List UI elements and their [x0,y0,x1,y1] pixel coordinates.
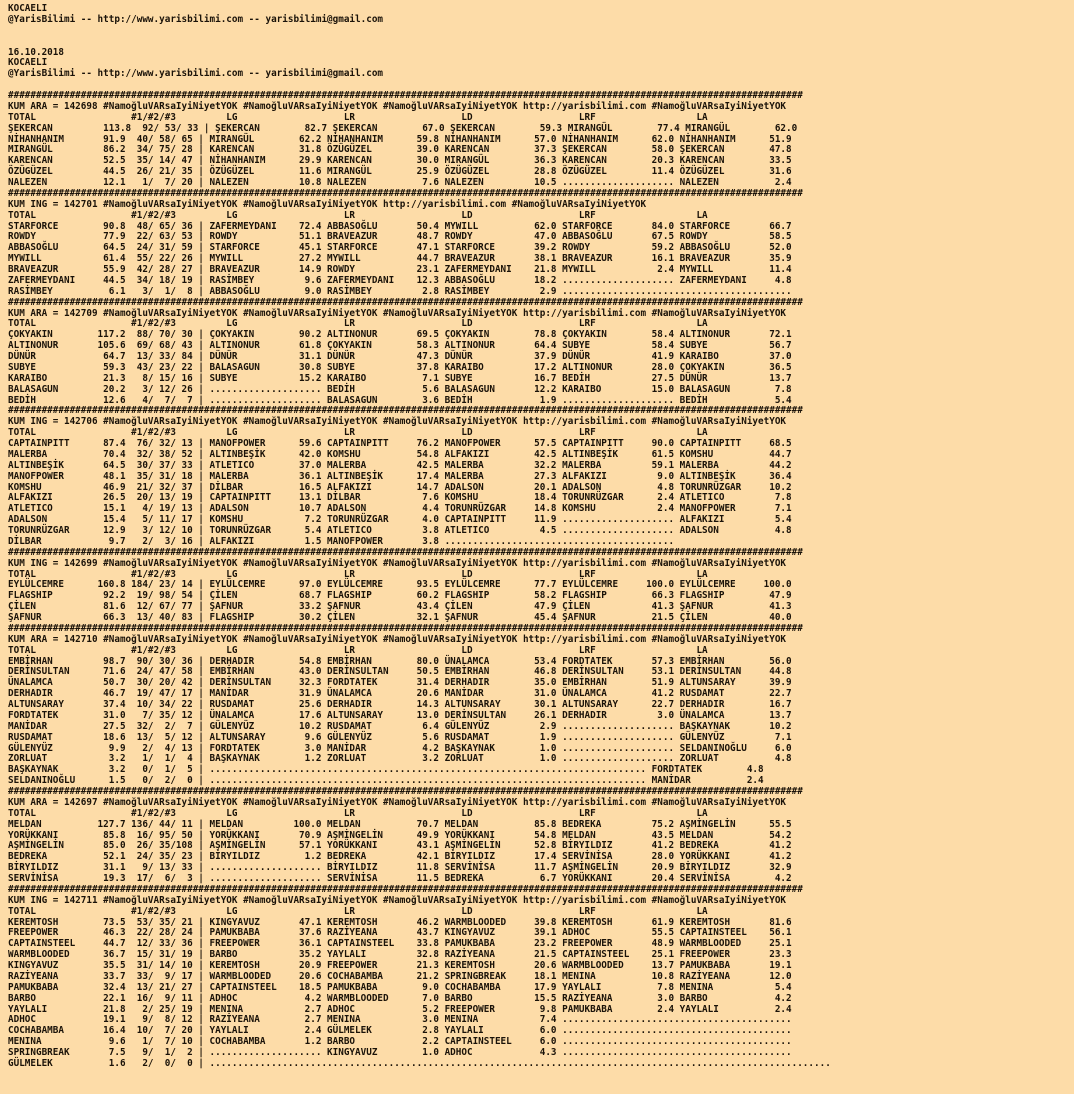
text-line: TOTAL #1/#2/#3 LG LR LD LRF LA [8,111,708,123]
text-line: CAPTAINPITT 87.4 76/ 32/ 13 | MANOFPOWER 59.6 CAPTAINPITT 76.2 MANOFPOWER 57.5 CAPTAINPITT 90.0 CAPTAINPITT 68.5 [8,438,792,449]
text-line: MENINA 9.6 1/ 7/ 10 | COCHABAMBA 1.2 BARBO 2.2 CAPTAINSTEEL 6.0 ......................................... [8,1036,792,1048]
text-line: SPRINGBREAK 7.5 9/ 1/ 2 | .................... KINGYAVUZ 1.0 ADHOC 4.3 ......................................... [8,1047,792,1058]
text-line: ALFAKIZI 26.5 20/ 13/ 19 | CAPTAINPITT 13.1 DİLBAR 7.6 KOMSHU 18.4 TORUNRÜZGAR 2.4 ATLETICO 7.8 [8,492,792,504]
text-line: TOTAL #1/#2/#3 LG LR LD LRF LA [8,209,708,221]
text-line: KARENCAN 52.5 35/ 14/ 47 | NİHANHANIM 29.9 KARENCAN 30.0 MIRANGÜL 36.3 KARENCAN 20.3 KARENCAN 33.5 [8,155,792,167]
text-line: KUM ARA = 142709 #NamoğluVARsaIyiNiyetYOK #NamoğluVARsaIyiNiyetYOK #NamoğluVARsaIyiNiyetYOK http://yarisbilimi.com #NamoğluVARsaIyiNiyetYOK [8,307,787,319]
text-line: ############################################################################################################################################## [8,622,803,634]
text-line: ADALSON 15.4 5/ 11/ 17 | KOMSHU 7.2 TORUNRÜZGAR 4.0 CAPTAINPITT 11.9 .................... ALFAKIZI 5.4 [8,514,792,526]
text-line: ROWDY 77.9 22/ 63/ 53 | ROWDY 51.1 BRAVEAZUR 48.7 ROWDY 47.0 ABBASOĞLU 67.5 ROWDY 58.5 [8,231,792,243]
text-line: MYWILL 61.4 55/ 22/ 26 | MYWILL 27.2 MYWILL 44.7 BRAVEAZUR 38.1 BRAVEAZUR 16.1 BRAVEAZUR 35.9 [8,253,792,265]
text-line: KINGYAVUZ 35.5 31/ 14/ 10 | KEREMTOSH 20.9 FREEPOWER 21.3 KEREMTOSH 20.6 WARMBLOODED 13.7 PAMUKBABA 19.1 [8,960,792,971]
text-line: KUM ARA = 142710 #NamoğluVARsaIyiNiyetYOK #NamoğluVARsaIyiNiyetYOK #NamoğluVARsaIyiNiyetYOK http://yarisbilimi.com #NamoğluVARsaIyiNiyetYOK [8,633,787,645]
text-line: BARBO 22.1 16/ 9/ 11 | ADHOC 4.2 WARMBLOODED 7.0 BARBO 15.5 RAZİYEANA 3.0 BARBO 4.2 [8,992,792,1004]
text-line: KUM ING = 142699 #NamoğluVARsaIyiNiyetYOK #NamoğluVARsaIyiNiyetYOK #NamoğluVARsaIyiNiyetYOK http://yarisbilimi.com #NamoğluVARsaIyiNiyetYOK [8,557,787,569]
text-line: TOTAL #1/#2/#3 LG LR LD LRF LA [8,427,708,439]
text-line: GÜLMELEK 1.6 2/ 0/ 0 | ............................................................................................................... [8,1057,831,1069]
text-line: ÇİLEN 81.6 12/ 67/ 77 | ŞAFNUR 33.2 ŞAFNUR 43.4 ÇİLEN 47.9 ÇİLEN 41.3 ŞAFNUR 41.3 [8,601,792,613]
text-line: KUM ING = 142706 #NamoğluVARsaIyiNiyetYOK #NamoğluVARsaIyiNiyetYOK #NamoğluVARsaIyiNiyetYOK http://yarisbilimi.com #NamoğluVARsaIyiNiyetYOK [8,416,787,428]
text-line: STARFORCE 90.8 48/ 65/ 36 | ZAFERMEYDANI 72.4 ABBASOĞLU 50.4 MYWILL 62.0 STARFORCE 84.0 STARFORCE 66.7 [8,220,792,232]
text-line: DİLBAR 9.7 2/ 3/ 16 | ALFAKIZI 1.5 MANOFPOWER 3.8 ......................................... [8,535,675,547]
text-line: GÜLENYÜZ 9.9 2/ 4/ 13 | FORDTATEK 3.0 MANİDAR 4.2 BAŞKAYNAK 1.0 .................... SELDANINOĞLU 6.0 [8,742,792,754]
text-line: ABBASOĞLU 64.5 24/ 31/ 59 | STARFORCE 45.1 STARFORCE 47.1 STARFORCE 39.2 ROWDY 59.2 ABBASOĞLU 52.0 [8,242,792,254]
text-line: RASİMBEY 6.1 3/ 1/ 8 | ABBASOĞLU 9.0 RASİMBEY 2.8 RASİMBEY 2.9 ......................................... [8,285,792,297]
text-line: BİRYILDIZ 31.1 9/ 13/ 33 | .................... BİRYILDIZ 11.8 SERVİNİSA 11.7 AŞMİNGELİN 20.9 BİRYILDIZ 32.9 [8,862,792,874]
text-line: SERVİNİSA 19.3 17/ 6/ 3 | .................... SERVİNİSA 11.5 BEDREKA 6.7 YORÜKKANI 20.4 SERVİNİSA 4.2 [8,873,792,884]
text-line: EMBİRHAN 98.7 90/ 30/ 36 | DERHADIR 54.8 EMBİRHAN 80.0 ÜNALAMCA 53.4 FORDTATEK 57.3 EMBİRHAN 56.0 [8,655,792,667]
text-line: MALERBA 70.4 32/ 38/ 52 | ALTINBEŞİK 42.0 KOMSHU 54.8 ALFAKIZI 42.5 ALTINBEŞİK 61.5 KOMSHU 44.7 [8,448,792,460]
text-line: BALASAGUN 20.2 3/ 12/ 26 | .................... BEDİH 5.6 BALASAGUN 12.2 KARAIBO 15.0 BALASAGUN 7.8 [8,383,792,395]
text-line: ADHOC 19.1 9/ 8/ 12 | RAZİYEANA 2.7 MENINA 3.0 MENINA 7.4 ......................................... [8,1014,792,1026]
text-line [8,37,1074,48]
text-line: KOCAELI [8,57,48,69]
text-line: ZORLUAT 3.2 1/ 1/ 4 | BAŞKAYNAK 1.2 ZORLUAT 3.2 ZORLUAT 1.0 .................... ZORLUAT 4.8 [8,753,792,765]
text-line: TOTAL #1/#2/#3 LG LR LD LRF LA [8,568,708,580]
text-line: ATLETICO 15.1 4/ 19/ 13 | ADALSON 10.7 ADALSON 4.4 TORUNRÜZGAR 14.8 KOMSHU 2.4 MANOFPOWER 7.1 [8,503,792,515]
text-line: EYLÜLCEMRE 160.8 184/ 23/ 14 | EYLÜLCEMRE 97.0 EYLÜLCEMRE 93.5 EYLÜLCEMRE 77.7 EYLÜLCEMRE 100.0 EYLÜLCEMRE 100.0 [8,579,792,591]
text-line: NİHANHANIM 91.9 40/ 58/ 65 | MIRANGÜL 62.2 NİHANHANIM 59.8 NİHANHANIM 57.0 NİHANHANIM 62.0 NİHANHANIM 51.9 [8,133,792,145]
text-line: RAZİYEANA 33.7 33/ 9/ 17 | WARMBLOODED 20.6 COCHABAMBA 21.2 SPRINGBREAK 18.1 MENINA 10.8 RAZİYEANA 12.0 [8,970,792,982]
text-line: KUM ING = 142711 #NamoğluVARsaIyiNiyetYOK #NamoğluVARsaIyiNiyetYOK #NamoğluVARsaIyiNiyetYOK http://yarisbilimi.com #NamoğluVARsaIyiNiyetYOK [8,894,787,906]
text-line: TOTAL #1/#2/#3 LG LR LD LRF LA [8,807,708,819]
text-line: TOTAL #1/#2/#3 LG LR LD LRF LA [8,644,708,656]
text-line: KARAIBO 21.3 8/ 15/ 16 | SUBYE 15.2 KARAIBO 7.1 SUBYE 16.7 BEDİH 27.5 DÜNÜR 13.7 [8,372,792,384]
text-line: ÖZÜGÜZEL 44.5 26/ 21/ 35 | ÖZÜGÜZEL 11.6 MIRANGÜL 25.9 ÖZÜGÜZEL 28.8 ÖZÜGÜZEL 11.4 ÖZÜGÜZEL 31.6 [8,166,792,178]
text-line [8,26,1074,37]
text-line: CAPTAINSTEEL 44.7 12/ 33/ 36 | FREEPOWER 36.1 CAPTAINSTEEL 33.8 PAMUKBABA 23.2 FREEPOWER 48.9 WARMBLOODED 25.1 [8,938,792,950]
text-line: ############################################################################################################################################## [8,187,803,199]
text-line: TOTAL #1/#2/#3 LG LR LD LRF LA [8,318,708,330]
text-line: FLAGSHIP 92.2 19/ 98/ 54 | ÇİLEN 68.7 FLAGSHIP 60.2 FLAGSHIP 58.2 FLAGSHIP 66.3 FLAGSHIP 47.9 [8,590,792,602]
text-line: KUM ARA = 142697 #NamoğluVARsaIyiNiyetYOK #NamoğluVARsaIyiNiyetYOK #NamoğluVARsaIyiNiyetYOK http://yarisbilimi.com #NamoğluVARsaIyiNiyetYOK [8,796,787,808]
text-line: BEDİH 12.6 4/ 7/ 7 | .................... BALASAGUN 3.6 BEDİH 1.9 .................... BEDİH 5.4 [8,394,792,406]
text-line: ŞEKERCAN 113.8 92/ 53/ 33 | ŞEKERCAN 82.7 ŞEKERCAN 67.0 ŞEKERCAN 59.3 MIRANGÜL 77.4 MIRANGÜL 62.0 [8,122,798,134]
text-line: SUBYE 59.3 43/ 23/ 22 | BALASAGUN 30.8 SUBYE 37.8 KARAIBO 17.2 ALTINONUR 28.0 ÇOKYAKIN 36.5 [8,361,792,373]
text-line: KUM ING = 142701 #NamoğluVARsaIyiNiyetYOK #NamoğluVARsaIyiNiyetYOK http://yarisbilimi.com #NamoğluVARsaIyiNiyetYOK [8,198,647,210]
text-line: ALTINBEŞİK 64.5 30/ 37/ 33 | ATLETICO 37.0 MALERBA 42.5 MALERBA 32.2 MALERBA 59.1 MALERBA 44.2 [8,459,792,471]
text-line: NALEZEN 12.1 1/ 7/ 20 | NALEZEN 10.8 NALEZEN 7.6 NALEZEN 10.5 .................... NALEZEN 2.4 [8,177,792,188]
text-line: AŞMİNGELİN 85.0 26/ 35/108 | AŞMİNGELİN 57.1 YORÜKKANI 43.1 AŞMİNGELİN 52.8 BİRYILDIZ 41.2 BEDREKA 41.2 [8,840,792,852]
text-line: ############################################################################################################################################## [8,405,803,417]
text-line: YAYLALI 21.8 2/ 25/ 19 | MENINA 2.7 ADHOC 5.2 FREEPOWER 9.8 PAMUKBABA 2.4 YAYLALI 2.4 [8,1003,792,1015]
text-line: YORÜKKANI 85.8 16/ 95/ 50 | YORÜKKANI 70.9 AŞMİNGELİN 49.9 YORÜKKANI 54.8 MELDAN 43.5 MELDAN 54.2 [8,829,792,841]
text-line: ALTINONUR 105.6 69/ 68/ 43 | ALTINONUR 61.8 ÇOKYAKIN 58.3 ALTINONUR 64.4 SUBYE 58.4 SUBYE 56.7 [8,340,792,352]
text-line: COCHABAMBA 16.4 10/ 7/ 20 | YAYLALI 2.4 GÜLMELEK 2.8 YAYLALI 6.0 ......................................... [8,1025,792,1037]
text-line: KEREMTOSH 73.5 53/ 35/ 21 | KINGYAVUZ 47.1 KEREMTOSH 46.2 WARMBLOODED 39.8 KEREMTOSH 61.9 KEREMTOSH 81.6 [8,916,792,928]
text-line: ############################################################################################################################################## [8,883,803,895]
text-line: 16.10.2018 [8,46,64,58]
text-line: SELDANINOĞLU 1.5 0/ 2/ 0 | .............................................................................. MANİDAR 2.4 [8,775,764,787]
text-line: TOTAL #1/#2/#3 LG LR LD LRF LA [8,905,708,917]
text-line: ŞAFNUR 66.3 13/ 40/ 83 | FLAGSHIP 30.2 ÇİLEN 32.1 ŞAFNUR 45.4 ŞAFNUR 21.5 ÇİLEN 40.0 [8,612,792,623]
text-line: ############################################################################################################################################## [8,786,803,797]
text-line: ALTUNSARAY 37.4 10/ 34/ 22 | RUSDAMAT 25.6 DERHADIR 14.3 ALTUNSARAY 30.1 ALTUNSARAY 22.7 DERHADIR 16.7 [8,699,792,710]
text-line: KOCAELI [8,3,48,14]
text-line: BEDREKA 52.1 24/ 35/ 23 | BİRYILDIZ 1.2 BEDREKA 42.1 BİRYILDIZ 17.4 SERVİNİSA 28.0 YORÜKKANI 41.2 [8,851,792,863]
text-line: @YarisBilimi -- http://www.yarisbilimi.com -- yarisbilimi@gmail.com [8,13,384,25]
text-line: DERİNSULTAN 71.6 24/ 47/ 58 | EMBİRHAN 43.0 DERİNSULTAN 50.5 EMBİRHAN 46.8 DERİNSULTAN 53.1 DERİNSULTAN 44.8 [8,666,792,678]
text-line: MELDAN 127.7 136/ 44/ 11 | MELDAN 100.0 MELDAN 70.7 MELDAN 85.8 BEDREKA 75.2 AŞMİNGELİN 55.5 [8,818,792,830]
text-line: MIRANGÜL 86.2 34/ 75/ 28 | KARENCAN 31.8 ÖZÜGÜZEL 39.0 KARENCAN 37.3 ŞEKERCAN 58.0 ŞEKERCAN 47.8 [8,144,792,156]
text-line: TORUNRÜZGAR 12.9 3/ 12/ 10 | TORUNRÜZGAR 5.4 ATLETICO 3.8 ATLETICO 4.5 .................... ADALSON 4.8 [8,525,792,536]
text-line: KOMSHU 46.9 21/ 32/ 37 | DİLBAR 16.5 ALFAKIZI 14.7 ADALSON 20.1 ADALSON 4.8 TORUNRÜZGAR 10.2 [8,481,792,493]
text-line: BAŞKAYNAK 3.2 0/ 1/ 5 | .............................................................................. FORDTATEK 4.8 [8,764,764,776]
text-line: WARMBLOODED 36.7 15/ 31/ 19 | BARBO 35.2 YAYLALI 32.8 RAZİYEANA 21.5 CAPTAINSTEEL 25.1 FREEPOWER 23.3 [8,949,792,961]
text-line: ÜNALAMCA 50.7 30/ 20/ 42 | DERİNSULTAN 32.3 FORDTATEK 31.4 DERHADIR 35.0 EMBİRHAN 51.9 ALTUNSARAY 39.9 [8,677,792,689]
text-line: BRAVEAZUR 55.9 42/ 28/ 27 | BRAVEAZUR 14.9 ROWDY 23.1 ZAFERMEYDANI 21.8 MYWILL 2.4 MYWILL 11.4 [8,264,792,275]
text-line: FREEPOWER 46.3 22/ 28/ 24 | PAMUKBABA 37.6 RAZİYEANA 43.7 KINGYAVUZ 39.1 ADHOC 55.5 CAPTAINSTEEL 56.1 [8,927,792,939]
text-line: ############################################################################################################################################## [8,90,803,101]
text-line: DÜNÜR 64.7 13/ 33/ 84 | DÜNÜR 31.1 DÜNÜR 47.3 DÜNÜR 37.9 DÜNÜR 41.9 KARAIBO 37.0 [8,351,792,362]
text-line: ############################################################################################################################################## [8,296,803,308]
text-line: DERHADIR 46.7 19/ 47/ 17 | MANİDAR 31.9 ÜNALAMCA 20.6 MANİDAR 31.0 ÜNALAMCA 41.2 RUSDAMAT 22.7 [8,688,792,700]
text-line: KUM ARA = 142698 #NamoğluVARsaIyiNiyetYOK #NamoğluVARsaIyiNiyetYOK #NamoğluVARsaIyiNiyetYOK http://yarisbilimi.com #NamoğluVARsaIyiNiyetYOK [8,100,787,112]
text-line: @YarisBilimi -- http://www.yarisbilimi.com -- yarisbilimi@gmail.com [8,68,384,80]
text-line: ############################################################################################################################################## [8,546,803,558]
text-line: ÇOKYAKIN 117.2 88/ 70/ 30 | ÇOKYAKIN 90.2 ALTINONUR 69.5 ÇOKYAKIN 78.8 ÇOKYAKIN 58.4 ALTINONUR 72.1 [8,329,792,341]
text-line: PAMUKBABA 32.4 13/ 21/ 27 | CAPTAINSTEEL 18.5 PAMUKBABA 9.0 COCHABAMBA 17.9 YAYLALI 7.8 MENINA 5.4 [8,981,792,993]
text-line: FORDTATEK 31.0 7/ 35/ 12 | ÜNALAMCA 17.6 ALTUNSARAY 13.0 DERİNSULTAN 26.1 DERHADIR 3.0 ÜNALAMCA 13.7 [8,709,792,721]
text-line: MANOFPOWER 48.1 35/ 31/ 18 | MALERBA 36.1 ALTINBEŞİK 17.4 MALERBA 27.3 ALFAKIZI 9.0 ALTINBEŞİK 36.4 [8,470,792,482]
text-line: ZAFERMEYDANI 44.5 34/ 18/ 19 | RASİMBEY 9.6 ZAFERMEYDANI 12.3 ABBASOĞLU 18.2 .................... ZAFERMEYDANI 4.8 [8,274,792,286]
text-line: MANİDAR 27.5 32/ 2/ 7 | GÜLENYÜZ 10.2 RUSDAMAT 6.4 GÜLENYÜZ 2.9 .................... BAŞKAYNAK 10.2 [8,720,792,732]
text-line: RUSDAMAT 18.6 13/ 5/ 12 | ALTUNSARAY 9.6 GÜLENYÜZ 5.6 RUSDAMAT 1.9 .................... GÜLENYÜZ 7.1 [8,731,792,743]
